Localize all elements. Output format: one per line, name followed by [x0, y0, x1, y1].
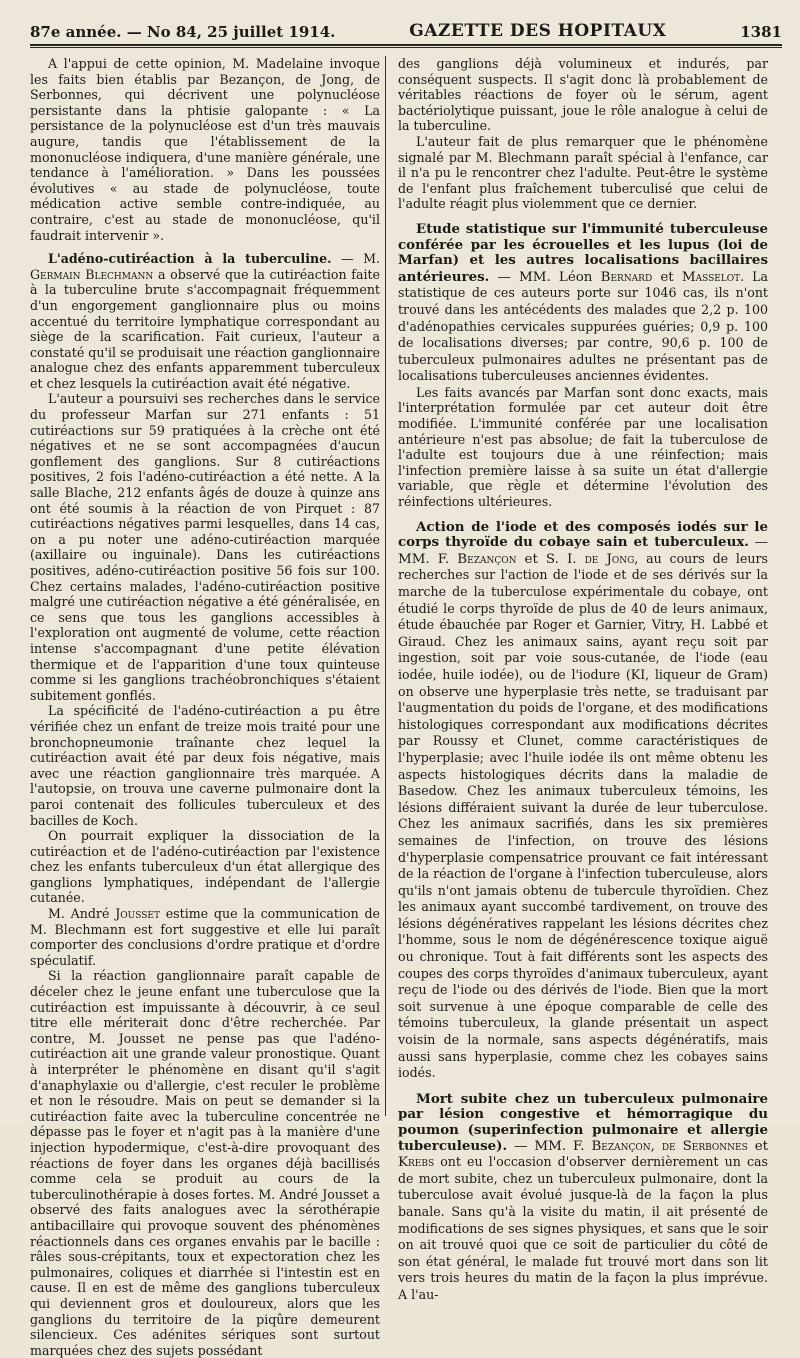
author-name: de Serbonnes [661, 1138, 748, 1154]
issue-line: 87e année. — No 84, 25 juillet 1914. [30, 23, 336, 41]
paragraph: Si la réaction ganglionnaire paraît capable de déceler chez le jeune enfant une tuberculose que la cutiréaction est impuissante à découvrir, à ce seul titre elle mériterait donc d'être recherchée. Par contre, M. Jousset ne pense pas que l'adéno-cutiréaction ait une grande valeur pronostique. Quant à interpréter le phénomène en disant qu'il s'agit d'anaphylaxie ou d'allergie, c'est reculer le problème et non le résoudre. Mais on peut se demander si la cutiréaction faite avec la tuberculine concentrée ne dépasse pas le foyer et n'agit pas à la manière d'une injection hypodermique, c'est-à-dire provoquant des réactions de foyer dans les organes déjà bacillisés comme cela se produit au cours de la tuberculinothérapie à doses fortes. M. André Jousset a observé des faits analogues avec la sérothérapie antibacillaire qui provoque souvent des phénomènes réactionnels dans ces organes envahis par le bacille : râles sous-crépitants, toux et expectoration chez les pulmonaires, coliques et diarrhée si l'intestin est en cause. Il en est de même des ganglions tuberculeux qui deviennent gros et douloureux, alors que les ganglions du territoire de la piqûre demeurent silencieux. Ces adénites sériques sont surtout marquées chez des sujets possédant [30, 968, 380, 1358]
page-number: 1381 [740, 23, 782, 41]
paragraph: L'auteur a poursuivi ses recherches dans le service du professeur Marfan sur 271 enfants : 51 cutiréactions sur 59 pratiquées à la crèche ont été négatives et ne se sont accompagnées d'aucun gonflement des ganglions. Sur 8 cutiréactions positives, 2 fois l'adéno-cutiréaction a été nette. A la salle Blache, 212 enfants âgés de douze à quinze ans ont été soumis à la réaction de von Pirquet : 87 cutiréactions négatives parmi lesquelles, dans 14 cas, on a pu noter une adéno-cutiréaction marquée (axillaire ou inguinale). Dans les cutiréactions positives, adéno-cutiréaction positive 56 fois sur 100. Chez certains malades, l'adéno-cutiréaction positive malgré une cutiréaction négative a été généralisée, en ce sens que tous les ganglions accessibles à l'exploration ont augmenté de volume, cette réaction intense s'accompagnant d'une petite élévation thermique et de l'apparition d'une toux quinteuse comme si les ganglions trachéobronchiques s'étaient subitement gonflés. [30, 391, 380, 703]
paragraph: Les faits avancés par Marfan sont donc exacts, mais l'interprétation formulée par cet auteur doit être modifiée. L'immunité conférée par une localisation antérieure n'est pas absolue; de fait la tuberculose de l'adulte est toujours due à une réinfection; mais l'infection première laisse à sa suite un état d'allergie variable, que règle et détermine l'évolution des réinfections ultérieures. [398, 384, 768, 510]
author-name: Bezançon [457, 551, 517, 567]
left-column [30, 56, 380, 1358]
author-name: Masselot [681, 269, 741, 285]
section-title: Action de l'iode et des composés iodés sur le corps thyroïde du cobaye sain et tuberculeux. [398, 518, 768, 551]
journal-title: GAZETTE DES HOPITAUX [409, 21, 667, 41]
column-divider [385, 56, 386, 1116]
author-name: Bernard [600, 269, 653, 285]
section-title: Mort subite chez un tuberculeux pulmonaire par lésion congestive et hémorragique du poumon (superinfection pulmonaire et allergie tuberculeuse). [398, 1090, 768, 1154]
paragraph: des ganglions déjà volumineux et indurés, par conséquent suspects. Il s'agit donc là probablement de véritables réactions de foyer où le sérum, agent bactériolytique puissant, joue le rôle analogue à celui de la tuberculine. [398, 56, 768, 134]
author-name: Krebs [398, 1155, 435, 1171]
author-name: de Jong [584, 551, 635, 567]
paragraph: On pourrait expliquer la dissociation de la cutiréaction et de l'adéno-cutiréaction par l'existence chez les enfants tuberculeux d'un état allergique des ganglions lymphatiques, indépendant de l'allergie cutanée. [30, 828, 380, 906]
right-column [398, 56, 768, 1304]
section-action-iode: Action de l'iode et des composés iodés sur le corps thyroïde du cobaye sain et tuberculeux. — MM. F. Bezançon et S. I. de Jong, au cours de leurs recherches sur l'action de l'iode et de ses dérivés sur la marche de la tuberculose expérimentale du cobaye, ont étudié le corps thyroïde de plus de 40 de leurs animaux, étude ébauchée par Roger et Garnier, Vitry, H. Labbé et Giraud. Chez les animaux sains, ayant reçu soit par ingestion, soit par voie sous-cutanée, de l'iode (eau iodée, huile iodée), ou de l'iodure (KI, liqueur de Gram) on observe une hyperplasie très nette, se traduisant par l'augmentation du poids de l'organe, et des modifications histologiques correspondant aux modifications décrites par Roussy et Clunet, comme caractéristiques de l'hyperplasie; avec l'huile iodée ils ont même obtenu les aspects histologiques décrits dans la maladie de Basedow. Chez les animaux tuberculeux témoins, les lésions différaient suivant la durée de leur tuberculose. Chez les animaux sacrifiés, dans les six premières semaines de l'infection, on trouve des lésions d'hyperplasie compensatrice prouvant ce fait intéressant de la réaction de l'organe à l'infection tuberculeuse, alors qu'ils n'ont jamais obtenu de tubercule thyroïdien. Chez les animaux ayant succombé tardivement, on trouve des lésions dégénératives rappelant les lésions décrites chez l'homme, sous le nom de dégénérescence toxique aiguë ou chronique. Tout à fait différents sont les aspects des coupes des corps thyroïdes d'animaux tuberculeux, ayant reçu de l'iode ou des dérivés de l'iode. Bien que la mort soit survenue à une époque comparable de celle des témoins tuberculeux, la glande présentait un aspect voisin de la normale, sans aspects dégénératifs, mais aussi sans hyperplasie, comme chez les cobayes sains iodés. [398, 518, 768, 1081]
page-header [30, 14, 782, 46]
section-etude-statistique: Etude statistique sur l'immunité tuberculeuse conférée par les écrouelles et les lupus (loi de Marfan) et les autres localisations bacillaires antérieures. — MM. Léon Bernard et Masselot. La statistique de ces auteurs porte sur 1046 cas, ils n'ont trouvé dans les antécédents des malades que 2,2 p. 100 d'adénopathies cervicales suppurées guéries; 0,9 p. 100 de localisations diverses; par contre, 90,6 p. 100 de tuberculeux pulmonaires adultes ne présentant pas de localisations tuberculeuses anciennes évidentes. [398, 220, 768, 384]
paragraph: La spécificité de l'adéno-cutiréaction a pu être vérifiée chez un enfant de treize mois traité pour une bronchopneumonie traînante chez lequel la cutiréaction avait été par deux fois négative, mais avec une réaction ganglionnaire très marquée. A l'autopsie, on trouva une caverne pulmonaire dont la paroi contenait des follicules tuberculeux et des bacilles de Koch. [30, 703, 380, 828]
header-rule [30, 47, 782, 48]
paragraph: M. André Jousset estime que la communication de M. Blechmann est fort suggestive et elle lui paraît comporter des conclusions d'ordre pratique et d'ordre spéculatif. [30, 906, 380, 968]
section-mort-subite: Mort subite chez un tuberculeux pulmonaire par lésion congestive et hémorragique du poumon (superinfection pulmonaire et allergie tuberculeuse). — MM. F. Bezançon, de Serbonnes et Krebs ont eu l'occasion d'observer dernièrement un cas de mort subite, chez un tuberculeux pulmonaire, dont la tuberculose avait évolué jusque-là de la façon la plus banale. Sans qu'à la visite du matin, il ait présenté de modifications de ses signes physiques, et sans que le soir on ait trouvé quoi que ce soit de particulier du côté de son état général, le malade fut trouvé mort dans son lit vers trois heures du matin de la façon la plus imprévue. A l'au- [398, 1090, 768, 1302]
paragraph: A l'appui de cette opinion, M. Madelaine invoque les faits bien établis par Bezançon, de Jong, de Serbonnes, qui décrivent une polynucléose persistante dans la phtisie galopante : « La persistance de la polynucléose est d'un très mauvais augure, tandis que l'établissement de la mononucléose indiquera, d'une manière générale, une tendance à l'amélioration. » Dans les poussées évolutives « au stade de polynucléose, toute médication active semble contre-indiquée, au contraire, c'est au stade de mononucléose, qu'il faudrait intervenir ». [30, 56, 380, 243]
author-name: Germain Blechmann [30, 266, 154, 282]
section-title: L'adéno-cutiréaction à la tuberculine. [48, 251, 332, 267]
paragraph: L'auteur fait de plus remarquer que le phénomène signalé par M. Blechmann paraît spécial à l'enfance, car il n'a pu le rencontrer chez l'adulte. Peut-être le système de l'enfant plus fraîchement tuberculisé que celui de l'adulte réagit plus violemment que ce dernier. [398, 133, 768, 212]
author-name: Jousset [115, 906, 160, 922]
section-adeno-cutireaction: L'adéno-cutiréaction à la tuberculine. — M. Germain Blechmann a observé que la cutiréaction faite à la tuberculine brute s'accompagnait fréquemment d'un engorgement ganglionnaire plus ou moins accentué du territoire lymphatique correspondant au siège de la scarification. Fait curieux, l'auteur a constaté qu'il se produisait une réaction ganglionnaire analogue chez des enfants apparemment tuberculeux et chez lesquels la cutiréaction avait été négative. [30, 251, 380, 391]
author-name: Bezançon [591, 1138, 651, 1154]
section-title: Etude statistique sur l'immunité tuberculeuse conférée par les écrouelles et les lupus (loi de Marfan) et les autres localisations bacillaires antérieures. [398, 220, 768, 285]
